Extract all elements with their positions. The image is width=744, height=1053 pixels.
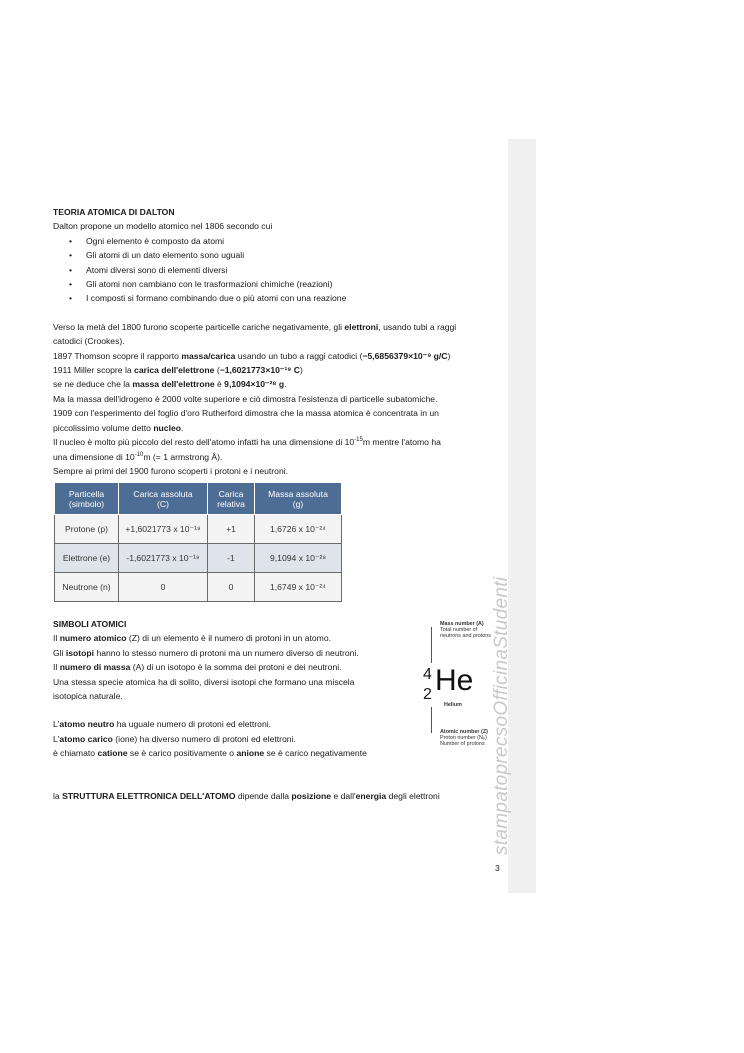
column-header: Carica assoluta (C) [119, 483, 208, 515]
table-cell: 9,1094 x 10⁻²⁸ [255, 544, 342, 573]
table-header-row [55, 483, 342, 515]
atomic-number-line: Il numero atomico (Z) di un elemento è il numero di protoni in un atomo. [53, 633, 331, 644]
table-cell: +1,6021773 x 10⁻¹⁹ [119, 515, 208, 544]
particles-table [54, 482, 342, 602]
list-item: • Gli atomi non cambiano con le trasformazioni chimiche (reazioni) [53, 277, 503, 291]
table-cell: 0 [208, 573, 255, 602]
helium-symbol-diagram [418, 615, 508, 755]
comment-margin [508, 139, 536, 893]
table-cell: 1,6726 x 10⁻²⁴ [255, 515, 342, 544]
proton-number-desc: Number of protons [440, 741, 485, 747]
isotopes-line: Gli isotopi hanno lo stesso numero di protoni ma un numero diverso di neutroni. [53, 647, 359, 658]
isotopes-mix-line: isotopica naturale. [53, 691, 123, 702]
element-name: Helium [444, 702, 462, 708]
mass-number-label: Mass number (A) [440, 621, 484, 627]
section-title-dalton: TEORIA ATOMICA DI DALTON [53, 207, 175, 217]
page-number: 3 [495, 863, 500, 873]
table-row [55, 515, 342, 544]
table-row [55, 544, 342, 573]
table-cell: Neutrone (n) [55, 573, 119, 602]
dalton-bullet-list [53, 234, 503, 306]
mass-number-line: Il numero di massa (A) di un isotopo è la somma dei protoni e dei neutroni. [53, 662, 342, 673]
table-cell: Elettrone (e) [55, 544, 119, 573]
cation-anion-line: è chiamato catione se è carico positivamente o anione se è carico negativamente [53, 748, 367, 759]
table-cell: 1,6749 x 10⁻²⁴ [255, 573, 342, 602]
atom-size-line: una dimensione di $10^{-10}m$ (= 1 armstrong Å). [53, 451, 223, 462]
dalton-intro: Dalton propone un modello atomico nel 1806 secondo cui [53, 221, 273, 232]
list-item: • Atomi diversi sono di elementi diversi [53, 263, 503, 277]
column-header: Carica relativa [208, 483, 255, 515]
list-item: • Gli atomi di un dato elemento sono uguali [53, 248, 503, 262]
table-cell: -1,6021773 x 10⁻¹⁹ [119, 544, 208, 573]
mass-number-value: 4 [423, 666, 432, 683]
section-title-simboli: SIMBOLI ATOMICI [53, 619, 127, 629]
list-item: • Ogni elemento è composto da atomi [53, 234, 503, 248]
arrow-line [431, 627, 432, 663]
neutral-atom-line: L'atomo neutro ha uguale numero di protoni ed elettroni. [53, 719, 272, 730]
element-symbol: He [435, 664, 474, 697]
isotopes-mix-line: Una stessa specie atomica ha di solito, diversi isotopi che formano una miscela [53, 676, 355, 687]
list-item: • I composti si formano combinando due o più atomi con una reazione [53, 291, 503, 305]
hydrogen-line: Ma la massa dell'idrogeno è 2000 volte superiore e ciò dimostra l'esistenza di particelle subatomiche. [53, 393, 438, 404]
atomic-number-label: Atomic number (Z) [440, 729, 488, 735]
table-cell: +1 [208, 515, 255, 544]
electronic-structure-line: la STRUTTURA ELETTRONICA DELL'ATOMO dipende dalla posizione e dall'energia degli elettroni [53, 790, 440, 801]
arrow-line [431, 707, 432, 733]
document-body [53, 205, 503, 478]
table-cell: -1 [208, 544, 255, 573]
protons-neutrons-line: Sempre ai primi del 1900 furono scoperti i protoni e i neutroni. [53, 465, 289, 476]
nucleus-line: piccolissimo volume detto nucleo. [53, 422, 184, 433]
table-row [55, 573, 342, 602]
proton-number-label: Proton number (Nₚ) [440, 735, 487, 741]
atomic-number-value: 2 [423, 686, 432, 703]
column-header: Particella (simbolo) [55, 483, 119, 515]
history-paragraph: Verso la metà del 1800 furono scoperte particelle cariche negativamente, gli elettroni, usando tubi a raggi [53, 321, 457, 332]
table-cell: Protone (p) [55, 515, 119, 544]
electron-mass-line: se ne deduce che la massa dell'elettrone è 9,1094×10⁻²⁸ g. [53, 379, 287, 390]
history-paragraph: catodici (Crookes). [53, 336, 125, 347]
nucleus-size-line: Il nucleo è molto più piccolo del resto dell'atomo infatti ha una dimensione di $10^{-15}m$ mentre l'atomo ha [53, 437, 441, 448]
mass-number-desc: Total number of neutrons and protons [440, 627, 491, 639]
thomson-line: 1897 Thomson scopre il rapporto massa/carica usando un tubo a raggi catodici (−5,6856379×10⁻⁹ g/C) [53, 350, 451, 361]
rutherford-line: 1909 con l'esperimento del foglio d'oro Rutherford dimostra che la massa atomica è concentrata in un [53, 408, 439, 419]
column-header: Massa assoluta (g) [255, 483, 342, 515]
watermark-text: stampatoprecsoOfficinaStudenti [491, 576, 512, 855]
table-cell: 0 [119, 573, 208, 602]
charged-atom-line: L'atomo carico (ione) ha diverso numero di protoni ed elettroni. [53, 733, 296, 744]
miller-line: 1911 Miller scopre la carica dell'elettrone (−1,6021773×10⁻¹⁹ C) [53, 365, 303, 376]
atomic-symbols-section [53, 617, 440, 803]
